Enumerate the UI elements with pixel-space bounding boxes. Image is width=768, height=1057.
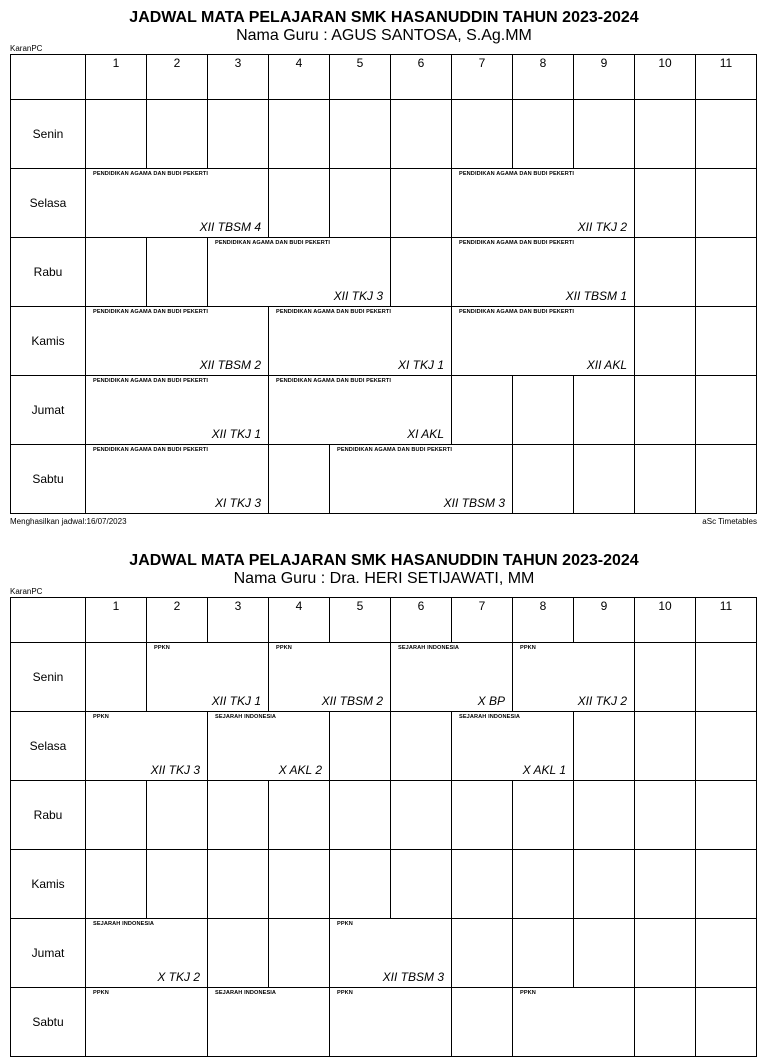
period-number: 11 bbox=[719, 599, 733, 613]
subject-name: PPKN bbox=[154, 645, 170, 651]
empty-slot bbox=[696, 850, 757, 919]
empty-slot bbox=[269, 781, 330, 850]
day-row-senin bbox=[11, 643, 757, 712]
period-number: 4 bbox=[295, 599, 303, 613]
day-row-selasa bbox=[11, 169, 757, 238]
class-name: XII TKJ 1 bbox=[211, 694, 261, 708]
empty-slot bbox=[696, 643, 757, 712]
period-header bbox=[452, 598, 513, 643]
empty-slot bbox=[696, 445, 757, 514]
period-number: 3 bbox=[234, 599, 242, 613]
day-label: Jumat bbox=[11, 376, 86, 445]
empty-slot bbox=[391, 100, 452, 169]
period-number: 1 bbox=[112, 599, 120, 613]
subject-name: PENDIDIKAN AGAMA DAN BUDI PEKERTI bbox=[337, 447, 453, 453]
subject-name: SEJARAH INDONESIA bbox=[398, 645, 460, 651]
day-label: Jumat bbox=[11, 919, 86, 988]
empty-slot bbox=[635, 919, 696, 988]
day-row-senin bbox=[11, 100, 757, 169]
day-label: Senin bbox=[11, 643, 86, 712]
empty-slot bbox=[86, 781, 147, 850]
empty-slot bbox=[513, 919, 574, 988]
day-row-rabu bbox=[11, 238, 757, 307]
day-row-kamis bbox=[11, 850, 757, 919]
day-row-jumat bbox=[11, 919, 757, 988]
empty-slot bbox=[696, 919, 757, 988]
class-name: XII AKL bbox=[586, 358, 627, 372]
empty-slot bbox=[269, 169, 330, 238]
subject-name: SEJARAH INDONESIA bbox=[215, 714, 277, 720]
subject-name: PPKN bbox=[276, 645, 292, 651]
class-name: XII TBSM 2 bbox=[321, 694, 383, 708]
corner-cell bbox=[11, 598, 86, 643]
empty-slot bbox=[635, 238, 696, 307]
period-number: 10 bbox=[658, 56, 672, 70]
teacher-name: Nama Guru : AGUS SANTOSA, S.Ag.MM bbox=[236, 27, 532, 44]
class-name: XII TBSM 4 bbox=[199, 220, 261, 234]
period-header bbox=[208, 55, 269, 100]
period-header bbox=[147, 55, 208, 100]
empty-slot bbox=[269, 919, 330, 988]
class-name: XII TKJ 3 bbox=[150, 763, 200, 777]
lesson-cell bbox=[330, 988, 452, 1057]
class-name: XII TBSM 3 bbox=[443, 496, 505, 510]
subject-name: SEJARAH INDONESIA bbox=[93, 921, 155, 927]
lesson-cell bbox=[330, 919, 452, 988]
empty-slot bbox=[452, 100, 513, 169]
class-name: X BP bbox=[477, 694, 505, 708]
empty-slot bbox=[513, 781, 574, 850]
lesson-cell bbox=[86, 712, 208, 781]
period-number: 10 bbox=[658, 599, 672, 613]
top-left-label: KaranPC bbox=[10, 44, 43, 53]
subject-name: PENDIDIKAN AGAMA DAN BUDI PEKERTI bbox=[93, 378, 209, 384]
empty-slot bbox=[391, 712, 452, 781]
empty-slot bbox=[574, 376, 635, 445]
period-header bbox=[696, 598, 757, 643]
software-credit: aSc Timetables bbox=[702, 517, 757, 526]
empty-slot bbox=[574, 100, 635, 169]
timetable-title: JADWAL MATA PELAJARAN SMK HASANUDDIN TAHUN 2023-2024 bbox=[129, 9, 639, 26]
period-number: 7 bbox=[478, 599, 486, 613]
day-label: Sabtu bbox=[11, 445, 86, 514]
lesson-cell bbox=[452, 307, 635, 376]
empty-slot bbox=[208, 919, 269, 988]
lesson-cell bbox=[513, 988, 635, 1057]
period-header bbox=[330, 55, 391, 100]
timetable-grid bbox=[10, 54, 757, 514]
day-label: Selasa bbox=[11, 712, 86, 781]
day-row-rabu bbox=[11, 781, 757, 850]
lesson-cell bbox=[86, 307, 269, 376]
empty-slot bbox=[452, 850, 513, 919]
lesson-cell bbox=[86, 445, 269, 514]
empty-slot bbox=[330, 712, 391, 781]
lesson-cell bbox=[86, 376, 269, 445]
empty-slot bbox=[330, 850, 391, 919]
day-label: Rabu bbox=[11, 781, 86, 850]
day-label: Kamis bbox=[11, 307, 86, 376]
period-number: 6 bbox=[417, 599, 425, 613]
period-header bbox=[391, 55, 452, 100]
class-name: XI TKJ 1 bbox=[397, 358, 444, 372]
period-header bbox=[513, 598, 574, 643]
empty-slot bbox=[513, 850, 574, 919]
empty-slot bbox=[86, 238, 147, 307]
empty-slot bbox=[147, 781, 208, 850]
class-name: XII TKJ 2 bbox=[577, 694, 627, 708]
subject-name: PENDIDIKAN AGAMA DAN BUDI PEKERTI bbox=[93, 447, 209, 453]
empty-slot bbox=[147, 850, 208, 919]
empty-slot bbox=[635, 988, 696, 1057]
empty-slot bbox=[696, 988, 757, 1057]
lesson-cell bbox=[452, 169, 635, 238]
empty-slot bbox=[696, 307, 757, 376]
period-header bbox=[635, 55, 696, 100]
day-label: Rabu bbox=[11, 238, 86, 307]
empty-slot bbox=[208, 850, 269, 919]
empty-slot bbox=[330, 100, 391, 169]
day-label: Senin bbox=[11, 100, 86, 169]
empty-slot bbox=[635, 307, 696, 376]
period-header-row bbox=[11, 598, 757, 643]
class-name: XII TKJ 1 bbox=[211, 427, 261, 441]
period-header bbox=[391, 598, 452, 643]
class-name: XII TKJ 2 bbox=[577, 220, 627, 234]
class-name: XII TBSM 3 bbox=[382, 970, 444, 984]
empty-slot bbox=[208, 781, 269, 850]
lesson-cell bbox=[208, 712, 330, 781]
top-left-label: KaranPC bbox=[10, 587, 43, 596]
empty-slot bbox=[635, 712, 696, 781]
period-number: 2 bbox=[173, 599, 181, 613]
day-label: Selasa bbox=[11, 169, 86, 238]
day-label: Kamis bbox=[11, 850, 86, 919]
empty-slot bbox=[696, 712, 757, 781]
empty-slot bbox=[574, 919, 635, 988]
period-number: 5 bbox=[356, 599, 364, 613]
empty-slot bbox=[696, 100, 757, 169]
timetable-title: JADWAL MATA PELAJARAN SMK HASANUDDIN TAHUN 2023-2024 bbox=[129, 552, 639, 569]
empty-slot bbox=[635, 169, 696, 238]
empty-slot bbox=[208, 100, 269, 169]
empty-slot bbox=[391, 238, 452, 307]
subject-name: PPKN bbox=[93, 714, 109, 720]
empty-slot bbox=[635, 445, 696, 514]
class-name: X AKL 2 bbox=[278, 763, 322, 777]
empty-slot bbox=[635, 100, 696, 169]
lesson-cell bbox=[147, 643, 269, 712]
day-row-selasa bbox=[11, 712, 757, 781]
timetable-2 bbox=[0, 541, 768, 1029]
empty-slot bbox=[391, 169, 452, 238]
empty-slot bbox=[574, 712, 635, 781]
subject-name: PPKN bbox=[520, 645, 536, 651]
lesson-cell bbox=[391, 643, 513, 712]
empty-slot bbox=[147, 100, 208, 169]
subject-name: PENDIDIKAN AGAMA DAN BUDI PEKERTI bbox=[459, 171, 575, 177]
empty-slot bbox=[147, 238, 208, 307]
period-header bbox=[513, 55, 574, 100]
empty-slot bbox=[513, 445, 574, 514]
period-header bbox=[86, 598, 147, 643]
lesson-cell bbox=[86, 169, 269, 238]
period-number: 3 bbox=[234, 56, 242, 70]
empty-slot bbox=[513, 100, 574, 169]
empty-slot bbox=[452, 919, 513, 988]
empty-slot bbox=[269, 445, 330, 514]
subject-name: PENDIDIKAN AGAMA DAN BUDI PEKERTI bbox=[276, 378, 392, 384]
subject-name: SEJARAH INDONESIA bbox=[459, 714, 521, 720]
generated-date: Menghasilkan jadwal:16/07/2023 bbox=[10, 517, 127, 526]
empty-slot bbox=[574, 781, 635, 850]
subject-name: PPKN bbox=[337, 921, 353, 927]
empty-slot bbox=[86, 850, 147, 919]
period-number: 7 bbox=[478, 56, 486, 70]
empty-slot bbox=[513, 376, 574, 445]
period-header bbox=[574, 598, 635, 643]
day-row-sabtu bbox=[11, 988, 757, 1057]
corner-cell bbox=[11, 55, 86, 100]
class-name: X AKL 1 bbox=[522, 763, 566, 777]
day-row-jumat bbox=[11, 376, 757, 445]
day-row-sabtu bbox=[11, 445, 757, 514]
lesson-cell bbox=[269, 307, 452, 376]
empty-slot bbox=[269, 100, 330, 169]
empty-slot bbox=[86, 100, 147, 169]
period-header bbox=[269, 598, 330, 643]
period-number: 2 bbox=[173, 56, 181, 70]
period-number: 8 bbox=[539, 599, 547, 613]
period-number: 1 bbox=[112, 56, 120, 70]
lesson-cell bbox=[330, 445, 513, 514]
empty-slot bbox=[574, 850, 635, 919]
subject-name: PENDIDIKAN AGAMA DAN BUDI PEKERTI bbox=[459, 309, 575, 315]
subject-name: PENDIDIKAN AGAMA DAN BUDI PEKERTI bbox=[215, 240, 331, 246]
period-header bbox=[208, 598, 269, 643]
empty-slot bbox=[330, 781, 391, 850]
empty-slot bbox=[635, 643, 696, 712]
empty-slot bbox=[696, 238, 757, 307]
period-header bbox=[574, 55, 635, 100]
lesson-cell bbox=[86, 988, 208, 1057]
lesson-cell bbox=[452, 238, 635, 307]
empty-slot bbox=[635, 781, 696, 850]
empty-slot bbox=[574, 445, 635, 514]
empty-slot bbox=[635, 376, 696, 445]
day-row-kamis bbox=[11, 307, 757, 376]
subject-name: PPKN bbox=[337, 990, 353, 996]
empty-slot bbox=[452, 988, 513, 1057]
period-number: 9 bbox=[600, 56, 608, 70]
empty-slot bbox=[86, 643, 147, 712]
period-header bbox=[330, 598, 391, 643]
period-header bbox=[696, 55, 757, 100]
period-header bbox=[635, 598, 696, 643]
subject-name: PENDIDIKAN AGAMA DAN BUDI PEKERTI bbox=[93, 171, 209, 177]
empty-slot bbox=[391, 781, 452, 850]
subject-name: PENDIDIKAN AGAMA DAN BUDI PEKERTI bbox=[93, 309, 209, 315]
lesson-cell bbox=[269, 643, 391, 712]
period-header bbox=[452, 55, 513, 100]
period-number: 6 bbox=[417, 56, 425, 70]
period-header bbox=[86, 55, 147, 100]
lesson-cell bbox=[513, 643, 635, 712]
period-number: 8 bbox=[539, 56, 547, 70]
empty-slot bbox=[696, 781, 757, 850]
period-header bbox=[147, 598, 208, 643]
lesson-cell bbox=[452, 712, 574, 781]
lesson-cell bbox=[208, 238, 391, 307]
subject-name: SEJARAH INDONESIA bbox=[215, 990, 277, 996]
timetable-grid bbox=[10, 597, 757, 1057]
period-number: 11 bbox=[719, 56, 733, 70]
empty-slot bbox=[635, 850, 696, 919]
period-header bbox=[269, 55, 330, 100]
empty-slot bbox=[696, 169, 757, 238]
period-header-row bbox=[11, 55, 757, 100]
empty-slot bbox=[269, 850, 330, 919]
class-name: XII TBSM 2 bbox=[199, 358, 261, 372]
day-label: Sabtu bbox=[11, 988, 86, 1057]
period-number: 5 bbox=[356, 56, 364, 70]
class-name: XII TKJ 3 bbox=[333, 289, 383, 303]
lesson-cell bbox=[269, 376, 452, 445]
class-name: X TKJ 2 bbox=[157, 970, 200, 984]
empty-slot bbox=[696, 376, 757, 445]
empty-slot bbox=[452, 781, 513, 850]
subject-name: PPKN bbox=[93, 990, 109, 996]
period-number: 4 bbox=[295, 56, 303, 70]
empty-slot bbox=[391, 850, 452, 919]
class-name: XI AKL bbox=[407, 427, 444, 441]
teacher-name: Nama Guru : Dra. HERI SETIJAWATI, MM bbox=[233, 570, 535, 587]
class-name: XI TKJ 3 bbox=[214, 496, 261, 510]
empty-slot bbox=[452, 376, 513, 445]
class-name: XII TBSM 1 bbox=[565, 289, 627, 303]
subject-name: PENDIDIKAN AGAMA DAN BUDI PEKERTI bbox=[459, 240, 575, 246]
subject-name: PPKN bbox=[520, 990, 536, 996]
empty-slot bbox=[330, 169, 391, 238]
lesson-cell bbox=[86, 919, 208, 988]
subject-name: PENDIDIKAN AGAMA DAN BUDI PEKERTI bbox=[276, 309, 392, 315]
period-number: 9 bbox=[600, 599, 608, 613]
lesson-cell bbox=[208, 988, 330, 1057]
